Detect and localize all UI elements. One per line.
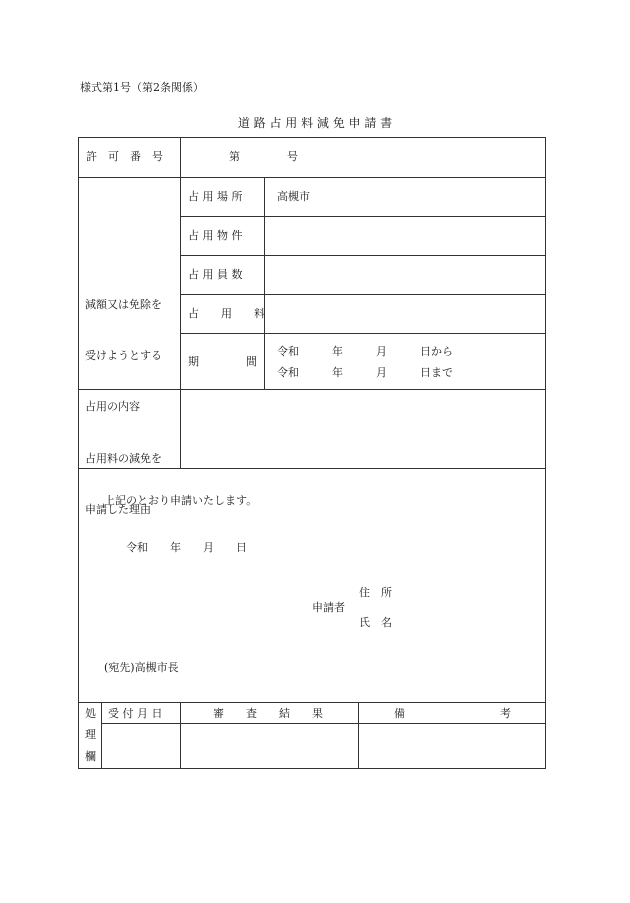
receipt-date-header: 受 付 月 日 xyxy=(108,707,163,720)
processing-label-1: 処 xyxy=(85,707,96,720)
page-title: 道 路 占 用 料 減 免 申 請 書 xyxy=(237,116,393,130)
occupancy-period-from: 令和 年 月 日から xyxy=(277,345,453,358)
occupancy-quantity-label: 占 用 員 数 xyxy=(188,268,243,281)
permit-number-suffix: 号 xyxy=(287,150,298,163)
occupancy-period-label-right: 間 xyxy=(246,355,257,368)
review-result-header: 審 査 結 果 xyxy=(213,707,323,720)
declaration-statement: 上記のとおり申請いたします。 xyxy=(104,494,258,507)
reason-label-line1: 占用料の減免を xyxy=(85,452,162,465)
occupancy-content-label xyxy=(85,262,162,432)
occupancy-object-label: 占 用 物 件 xyxy=(188,229,243,242)
occupancy-location-value: 高槻市 xyxy=(277,190,310,203)
occupancy-period-to: 令和 年 月 日まで xyxy=(277,366,453,379)
form-number: 様式第1号（第2条関係） xyxy=(80,81,204,94)
occupancy-quantity-field[interactable] xyxy=(265,256,545,294)
occupancy-fee-label: 占 用 料 xyxy=(188,307,265,320)
occupancy-content-label-line2: 受けようとする xyxy=(85,349,162,362)
occupancy-object-field[interactable] xyxy=(265,217,545,255)
permit-number-prefix: 第 xyxy=(229,150,240,163)
occupancy-fee-field[interactable] xyxy=(265,295,545,333)
occupancy-period-label-left: 期 xyxy=(188,355,199,368)
occupancy-content-label-line3: 占用の内容 xyxy=(85,400,140,413)
reason-label-line2: 申請した理由 xyxy=(85,503,151,516)
address-label: 住 所 xyxy=(359,586,392,599)
processing-label-3: 欄 xyxy=(85,750,96,763)
permit-number-label: 許 可 番 号 xyxy=(86,150,163,163)
declaration-date: 令和 年 月 日 xyxy=(126,541,247,554)
name-label: 氏 名 xyxy=(359,616,392,629)
reason-field[interactable] xyxy=(181,390,545,468)
addressee: (宛先)高槻市長 xyxy=(104,661,179,674)
reason-label xyxy=(85,416,162,535)
remarks-header-a: 備 xyxy=(394,707,405,720)
occupancy-location-label: 占 用 場 所 xyxy=(188,190,243,203)
applicant-label: 申請者 xyxy=(312,601,345,614)
remarks-header-b: 考 xyxy=(500,707,511,720)
occupancy-content-label-line1: 減額又は免除を xyxy=(85,298,162,311)
processing-label-2: 理 xyxy=(85,728,96,741)
